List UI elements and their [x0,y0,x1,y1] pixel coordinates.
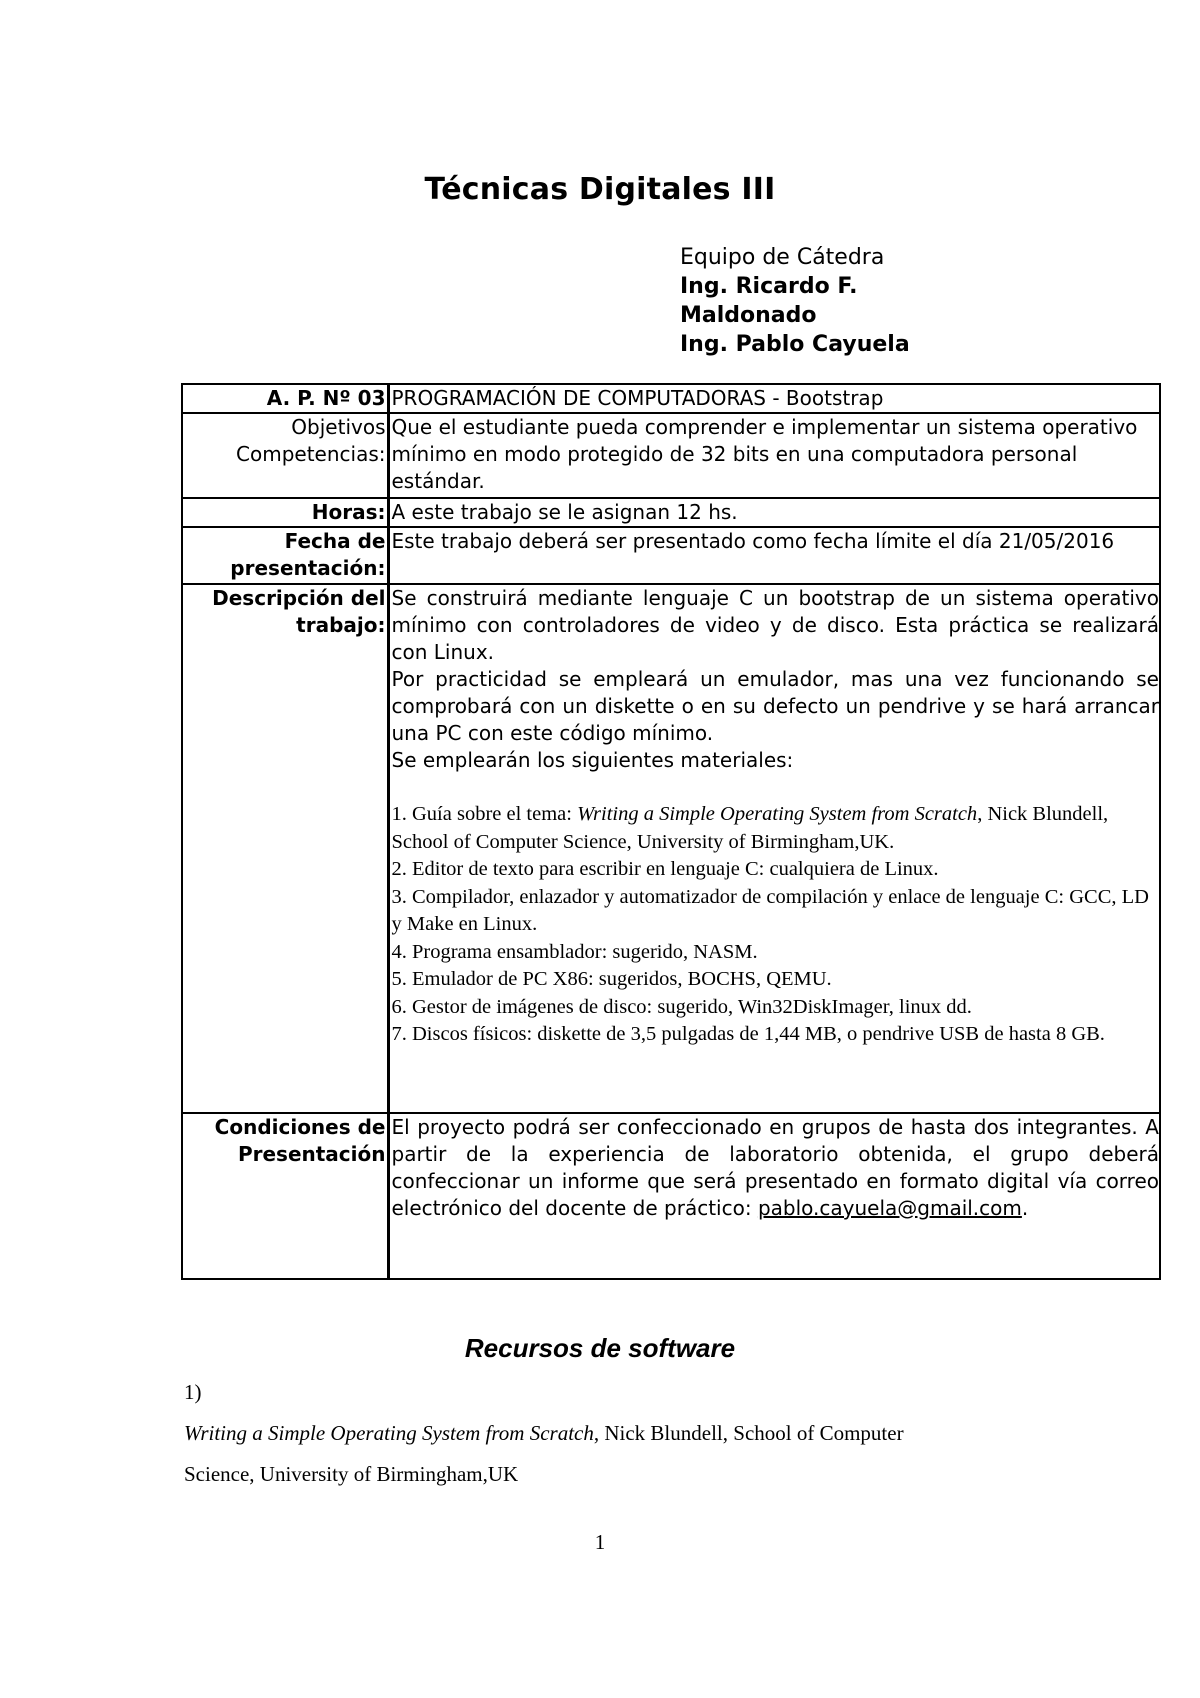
condiciones-value [388,1113,1160,1279]
row-condiciones [182,1113,1160,1279]
descripcion-p2: Por practicidad se empleará un emulador, mas una vez funcionando se comprobará con un diskette o en su defecto un pendrive y se hará arrancar una PC con este código mínimo. [391,667,1159,745]
descripcion-p3: Se emplearán los siguientes materiales: [391,748,794,772]
recursos-title: Recursos de software [464,1333,736,1363]
objetivos-label-line1: Objetivos [291,415,386,439]
team-label: Equipo de Cátedra [680,245,885,270]
condiciones-label-line1: Condiciones de [214,1115,386,1139]
team-block [680,243,910,359]
ap-label: A. P. Nº 03 [182,384,388,413]
descripcion-p1: Se construirá mediante lenguaje C un bootstrap de un sistema operativo mínimo con controladores de video y de disco. Esta práctica se realizará con Linux. [391,586,1159,664]
condiciones-text: El proyecto podrá ser confeccionado en grupos de hasta dos integrantes. A partir de la experiencia de laboratorio obtenida, el grupo deberá confeccionar un informe que será presentado en formato digital vía correo electrónico del docente de práctico: pablo.cayuela@gmail.com. [391,1115,1159,1220]
fecha-label-line1: Fecha de [284,529,386,553]
page-number: 1 [594,1530,606,1554]
descripcion-label [182,584,388,1113]
fecha-label [182,527,388,584]
material-item-2: 2. Editor de texto para escribir en lenguaje C: cualquiera de Linux. [391,858,939,880]
material-item-5: 5. Emulador de PC X86: sugeridos, BOCHS, QEMU. [391,968,832,990]
condiciones-label-line2: Presentación [237,1142,386,1166]
condiciones-label [182,1113,388,1279]
row-objetivos [182,413,1160,498]
team-member-2: Maldonado [680,303,817,328]
descripcion-label-line1: Descripción del [212,586,386,610]
assignment-table [181,383,1161,1280]
row-fecha [182,527,1160,584]
document-title: Técnicas Digitales III [424,172,776,207]
descripcion-value [388,584,1160,1113]
objetivos-label [182,413,388,498]
material-item-3: 3. Compilador, enlazador y automatizador de compilación y enlace de lenguaje C: GCC, LD y Make en Linux. [391,885,1149,935]
row-horas [182,498,1160,527]
descripcion-label-line2: trabajo: [296,613,386,637]
team-member-1: Ing. Ricardo F. [680,274,858,299]
recursos-line2: Science, University of Birmingham,UK [184,1462,519,1486]
fecha-label-line2: presentación: [230,556,386,580]
row-descripcion [182,584,1160,1113]
materials-list [392,801,1160,1049]
ap-value: PROGRAMACIÓN DE COMPUTADORAS - Bootstrap [388,384,1160,413]
material-item-4: 4. Programa ensamblador: sugerido, NASM. [391,940,758,963]
fecha-value: Este trabajo deberá ser presentado como fecha límite el día 21/05/2016 [388,527,1160,584]
email-link[interactable]: pablo.cayuela@gmail.com [757,1196,1022,1220]
horas-label: Horas: [182,498,388,527]
recursos-number: 1) [184,1380,202,1404]
team-member-3: Ing. Pablo Cayuela [680,332,910,357]
objetivos-value: Que el estudiante pueda comprender e implementar un sistema operativo mínimo en modo protegido de 32 bits en una computadora personal estándar. [388,413,1160,498]
material-item-7: 7. Discos físicos: diskette de 3,5 pulgadas de 1,44 MB, o pendrive USB de hasta 8 GB. [391,1023,1105,1045]
recursos-line1: Writing a Simple Operating System from Scratch, Nick Blundell, School of Computer [184,1421,904,1445]
material-item-6: 6. Gestor de imágenes de disco: sugerido, Win32DiskImager, linux dd. [391,995,972,1018]
horas-value: A este trabajo se le asignan 12 hs. [388,498,1160,527]
material-item-1: 1. Guía sobre el tema: Writing a Simple Operating System from Scratch, Nick Blundell, School of Computer Science, University of Birmingham,UK. [391,803,1109,853]
row-ap [182,384,1160,413]
objetivos-label-line2: Competencias: [236,442,386,466]
